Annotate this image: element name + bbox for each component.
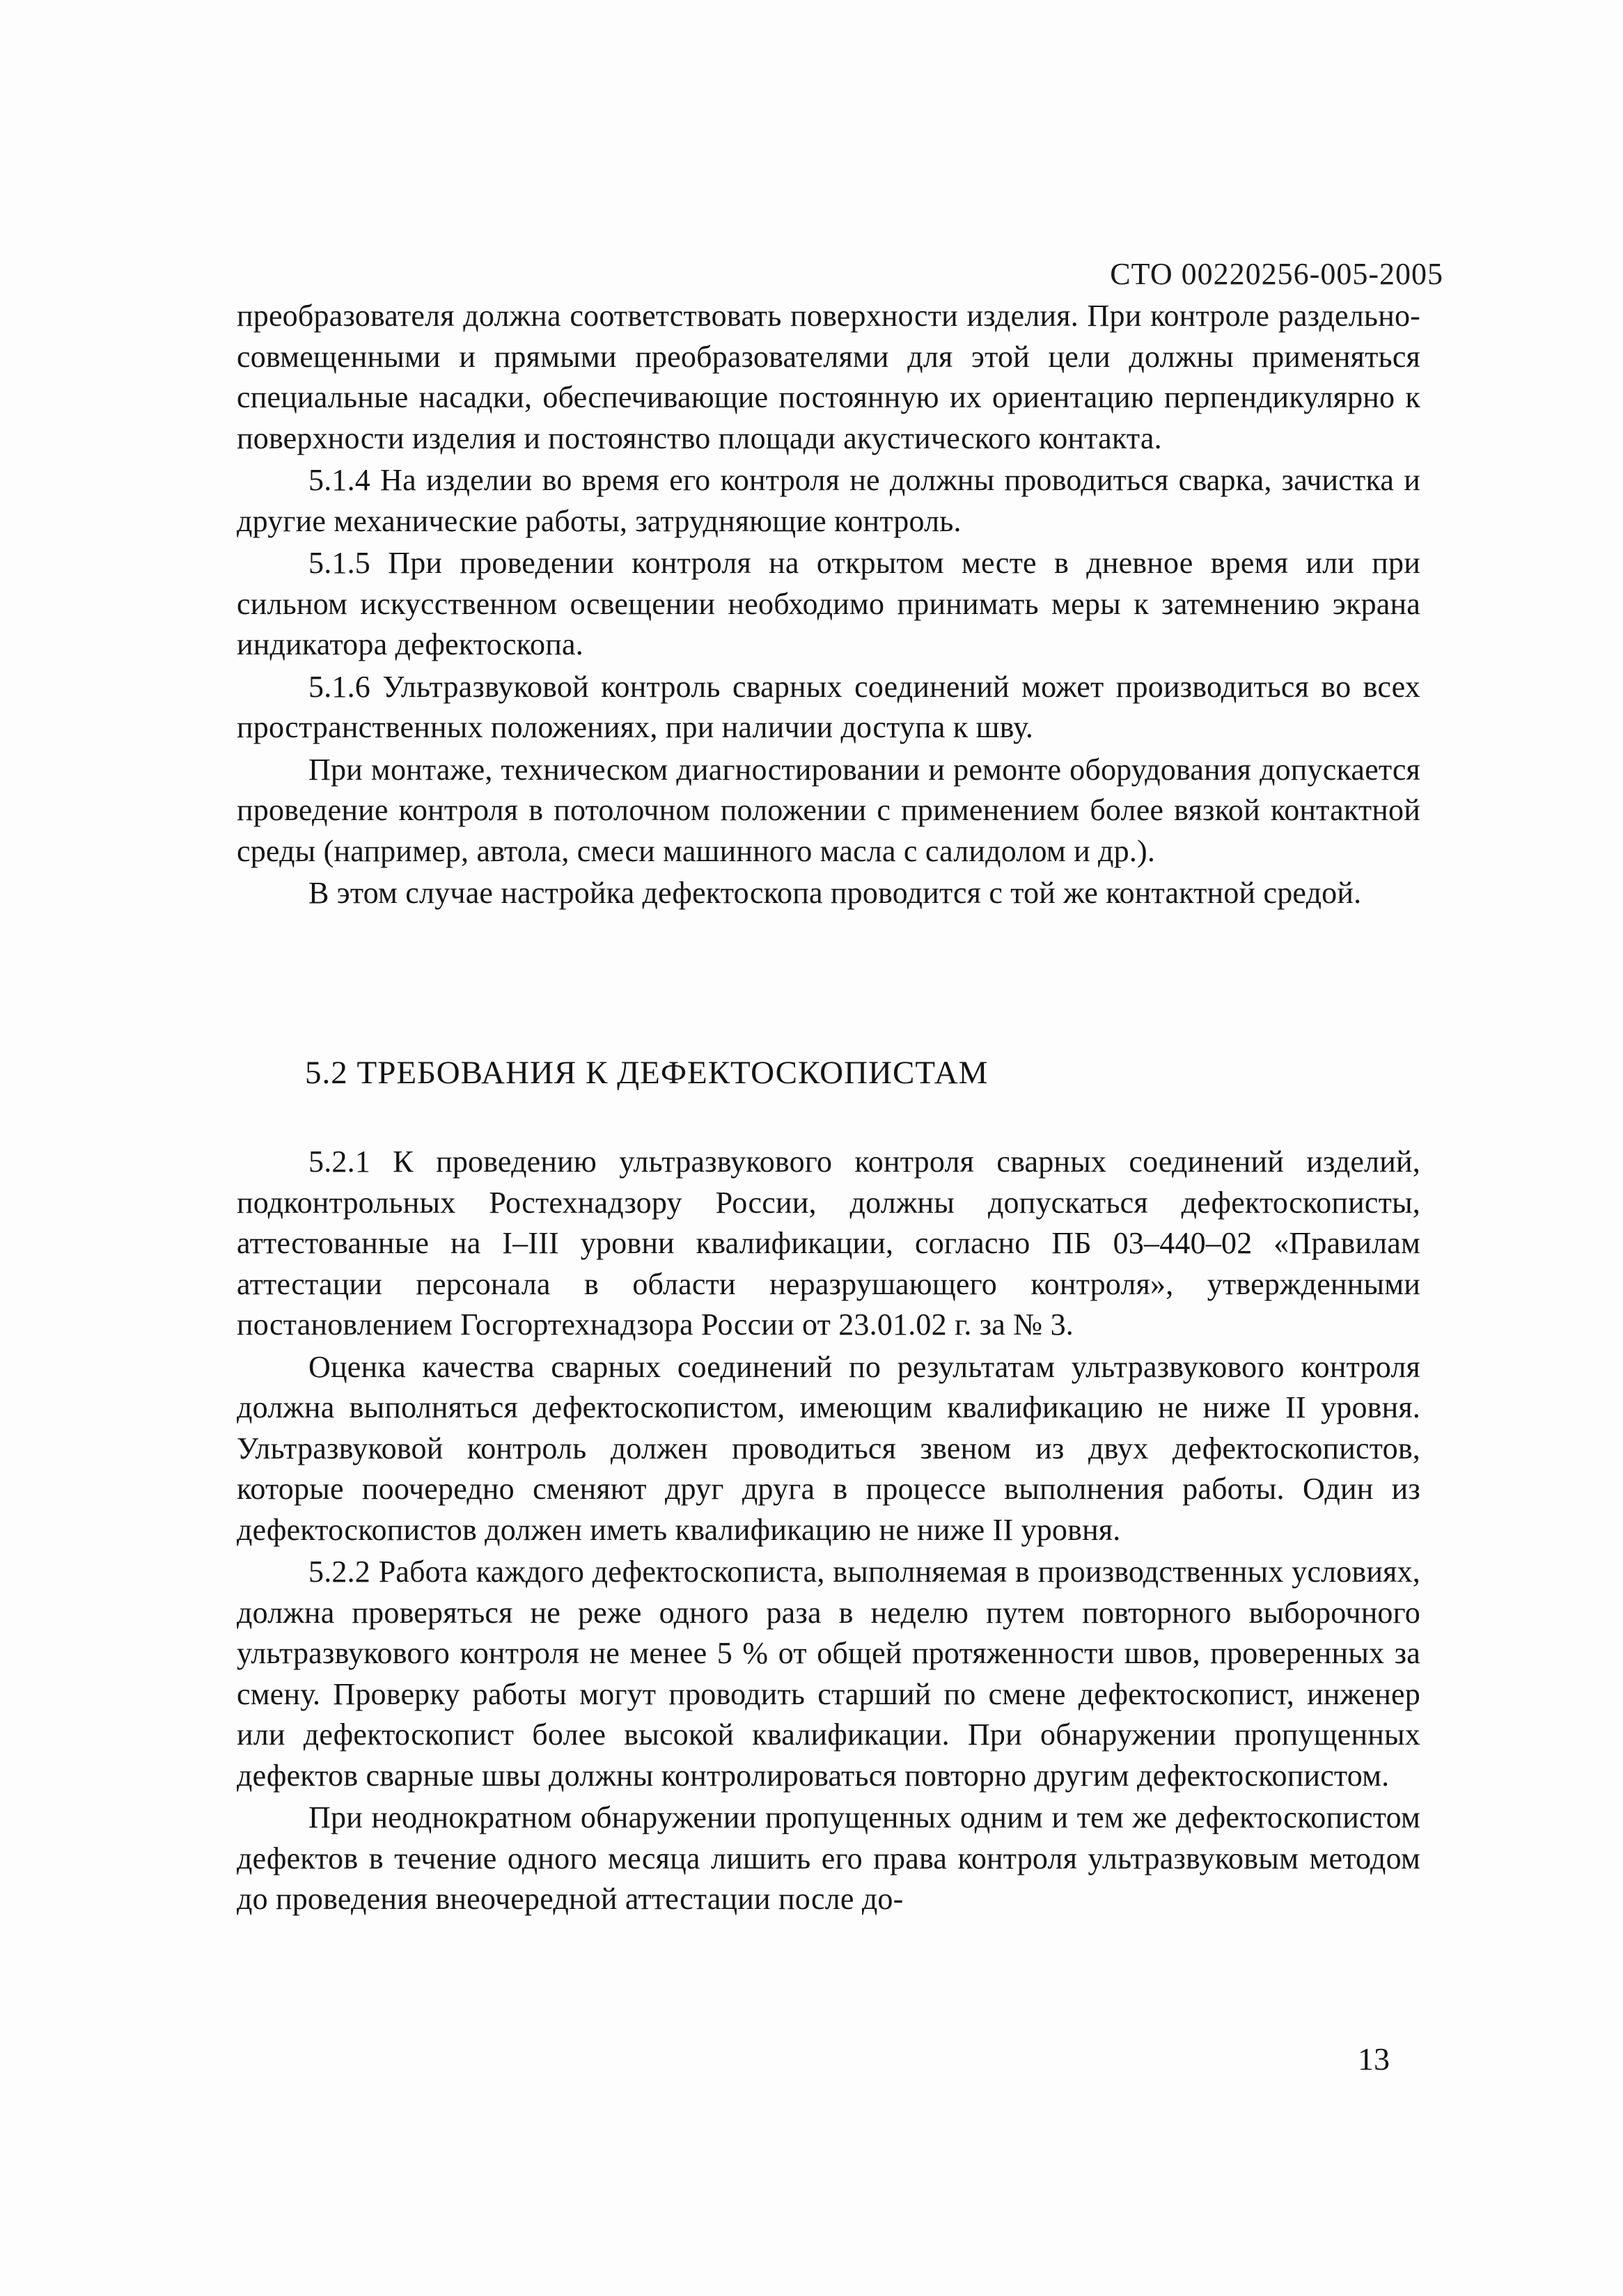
- text-block-top: [237, 296, 1420, 915]
- paragraph-5-1-5: 5.1.5 При проведении контроля на открытом месте в дневное время или при сильном искусственном освещении необходимо принимать меры к затемнению экрана индикатора дефектоскопа.: [237, 546, 1420, 661]
- paragraph-5-1-4: 5.1.4 На изделии во время его контроля не должны проводиться сварка, зачистка и другие механические работы, затрудняющие контроль.: [237, 463, 1420, 538]
- paragraph-5-1-6: 5.1.6 Ультразвуковой контроль сварных соединений может производиться во всех пространственных положениях, при наличии доступа к шву.: [237, 669, 1420, 744]
- paragraph-continuation: преобразователя должна соответствовать поверхности изделия. При контроле раздельно-совмещенными и прямыми преобразователями для этой цели должны применяться специальные насадки, обеспечивающие постоянную их ориентацию перпендикулярно к поверхности изделия и постоянство площади акустического контакта.: [237, 299, 1420, 455]
- paragraph-repeated-misses: При неоднократном обнаружении пропущенных одним и тем же дефектоскопистом дефектов в течение одного месяца лишить его права контроля ультразвуковым методом до проведения внеочередной аттестации после до-: [237, 1800, 1420, 1916]
- document-code-header: СТО 00220256-005-2005: [1110, 257, 1443, 291]
- paragraph-5-2-1: 5.2.1 К проведению ультразвукового контроля сварных соединений изделий, подконтрольных Ростехнадзору России, должны допускаться дефектоскописты, аттестованные на I–III уровни квалификации, согласно ПБ 03–440–02 «Правилам аттестации персонала в области неразрушающего контроля», утвержденными постановлением Госгортехнадзора России от 23.01.02 г. за № 3.: [237, 1145, 1420, 1342]
- paragraph-calibration: В этом случае настройка дефектоскопа проводится с той же контактной средой.: [308, 876, 1362, 910]
- paragraph-5-2-2: 5.2.2 Работа каждого дефектоскописта, выполняемая в производственных условиях, должна проверяться не реже одного раза в неделю путем повторного выборочного ультразвукового контроля не менее 5 % от общей протяженности швов, проверенных за смену. Проверку работы могут проводить старший по смене дефектоскопист, инженер или дефектоскопист более высокой квалификации. При обнаружении пропущенных дефектов сварные швы должны контролироваться повторно другим дефектоскопистом.: [237, 1555, 1420, 1793]
- section-title: 5.2 ТРЕБОВАНИЯ К ДЕФЕКТОСКОПИСТАМ: [305, 1055, 989, 1091]
- paragraph-mounting: При монтаже, техническом диагностировании и ремонте оборудования допускается проведение контроля в потолочном положении с применением более вязкой контактной среды (например, автола, смеси машинного масла с салидолом и др.).: [237, 752, 1420, 868]
- paragraph-quality-assessment: Оценка качества сварных соединений по результатам ультразвукового контроля должна выполняться дефектоскопистом, имеющим квалификацию не ниже II уровня. Ультразвуковой контроль должен проводиться звеном из двух дефектоскопистов, которые поочередно сменяют друг друга в процессе выполнения работы. Один из дефектоскопистов должен иметь квалификацию не ниже II уровня.: [237, 1349, 1420, 1547]
- text-block-section: [237, 1142, 1420, 1921]
- page-number: 13: [1358, 2041, 1390, 2077]
